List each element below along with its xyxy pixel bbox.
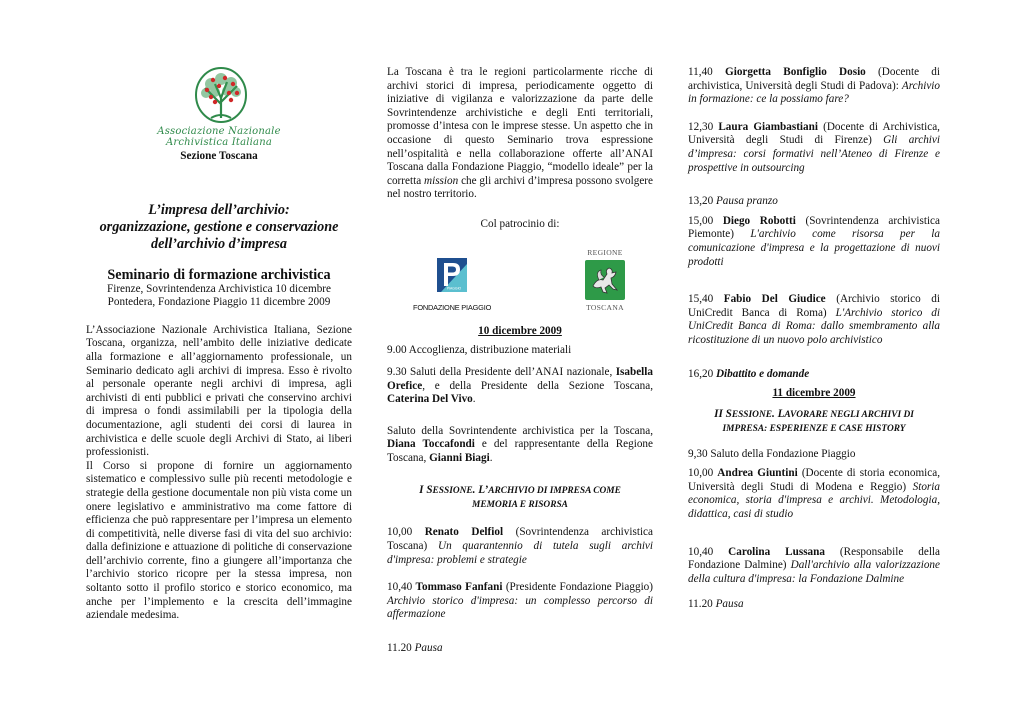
talk-title: Gli archivi d’impresa: corsi formativi nell’Ateneo di Firenze e prospettive in outsourcing (688, 134, 940, 174)
speaker-affiliation: (Docente di Archivistica, Università degli Studi di Firenze) (688, 120, 940, 147)
debate-label: Dibattito e domande (715, 367, 810, 380)
speaker-name: Renato Delfiol (424, 526, 504, 539)
speaker-name: Gianni Biagi (429, 451, 490, 464)
session-cap: . L’ (472, 484, 489, 497)
agenda-talk (688, 66, 940, 107)
pause-time: 11.20 (387, 642, 415, 655)
toscana-paragraph (387, 66, 653, 202)
agenda-greetings (387, 366, 653, 407)
intro-paragraph-1: L’Associazione Nazionale Archivistica Italiana, Sezione Toscana, organizza, nell’ambito delle iniziative dedicate alla formazione e all’aggiornamento professionale, un Seminario dedicato agli archivi di impresa. Esso è rivolto al personale operante negli archivi di impresa, agli archivisti di enti pubblici e privati che conservino archivi di impresa o fondi assimilabili per la tipologia della documentazione, agli studenti dei corsi di laurea in archivistica e delle scuole degli Archivi di Stato, ai liberi professionisti. (86, 323, 352, 459)
speaker-name: Diego Robotti (722, 214, 796, 227)
session-text: ESSIONE (731, 409, 772, 420)
speaker-name: Tommaso Fanfani (415, 581, 503, 594)
pause-time: 13,20 (688, 195, 716, 208)
session-1-heading (387, 483, 653, 512)
speaker-name: Diana Toccafondi (387, 438, 475, 451)
session-text: AVORARE NEGLI ARCHIVI DI (784, 409, 914, 420)
talk-time: 10,40 (688, 545, 729, 558)
talk-time: 15,40 (688, 293, 724, 306)
pause-label: Pausa (715, 598, 744, 611)
session-text: ESSIONE (432, 486, 473, 497)
agenda-talk (387, 581, 653, 622)
piaggio-label: FONDAZIONE PIAGGIO (413, 303, 492, 313)
intro-paragraph-2: Il Corso si propone di fornire un aggiornamento sistematico e complessivo sulle più recenti metodologie e strategie della gestione documentale non più vista come un onere legislativo e amministrativo ma come fattore di efficienza che può rappresentare per l’impresa un elemento di competitività, nelle diverse fasi di vita del suo archivio: dalla definizione e attuazione di politiche di conservazione dell’archivio corrente, fino a giungere all’importanza che l’archivio storico ricopre per la stessa impresa, non soltanto sotto il profilo storico e storico economico, ma anche per l’implemento e la crescita dell’immagine aziendale medesima. (86, 459, 352, 622)
agenda-pause (387, 642, 653, 656)
paragraph-text: che gli archivi d’impresa possono svolgere nel nostro territorio. (387, 174, 653, 201)
session-heading-line (688, 407, 940, 422)
agenda-text: e del rappresentante della Regione Toscana, (387, 438, 653, 464)
pause-label: Pausa (414, 642, 443, 655)
talk-title: L'Archivio storico di UniCredit Banca di Roma: dallo smembramento alla ricostituzione di un nuovo polo archivistico (688, 306, 940, 346)
agenda-text: . (489, 451, 493, 464)
agenda-text: Saluto della Sovrintendente archivistica per la Toscana, (387, 424, 653, 437)
talk-title: Dall'archivio alla valorizzazione della cultura d'impresa: la Fondazione Dalmine (688, 559, 940, 585)
seminar-title: Seminario di formazione archivistica (107, 266, 331, 283)
agenda-talk (688, 121, 940, 175)
title-line: L’impresa dell’archivio: (148, 201, 290, 218)
speaker-name: Caterina Del Vivo (387, 393, 473, 406)
section-name: Sezione Toscana (180, 150, 258, 162)
seminar-location-2: Pontedera, Fondazione Piaggio 11 dicembre 2009 (107, 296, 331, 309)
speaker-affiliation: (Presidente Fondazione Piaggio) (502, 581, 653, 594)
debate-time: 16,20 (688, 367, 716, 380)
speaker-affiliation: (Archivio storico di UniCredit Banca di Roma) (688, 293, 940, 319)
day-2-heading: 11 dicembre 2009 (772, 387, 856, 400)
talk-time: 15,00 (688, 214, 723, 227)
talk-time: 10,40 (387, 581, 416, 594)
title-line: organizzazione, gestione e conservazione (99, 218, 339, 235)
session-heading-line (387, 483, 653, 498)
regione-toscana-logo (585, 246, 625, 315)
tree-icon (193, 66, 249, 126)
middle-column (387, 66, 653, 656)
speaker-affiliation: (Sovrintendenza archivistica Toscana) (387, 526, 653, 553)
paragraph-italic: mission (424, 174, 459, 187)
talk-time: 12,30 (688, 120, 719, 133)
document-title (86, 202, 352, 253)
agenda-talk (688, 293, 940, 347)
speaker-affiliation: (Docente di archivistica, Università degli Studi di Padova): (688, 66, 941, 92)
svg-text:PIAGGIO: PIAGGIO (446, 286, 462, 291)
sponsor-logos (387, 246, 653, 315)
agenda-talk (688, 215, 940, 269)
left-column (86, 66, 352, 623)
day-1-heading: 10 dicembre 2009 (478, 324, 562, 337)
speaker-name: Laura Giambastiani (718, 120, 818, 133)
session-heading-line: IMPRESA: ESPERIENZE E CASE HISTORY (722, 423, 906, 434)
pause-time: 11.20 (688, 598, 716, 611)
talk-time: 10,00 (387, 526, 425, 539)
agenda-sovrintendente (387, 425, 653, 466)
speaker-name: Carolina Lussana (728, 545, 825, 558)
anai-logo (86, 66, 352, 164)
agenda-welcome: 9.00 Accoglienza, distribuzione materiali (387, 344, 572, 357)
talk-title: Archivio storico d'impresa: un complesso percorso di affermazione (387, 594, 653, 621)
speaker-name: Isabella Orefice (387, 365, 653, 392)
session-text: ARCHIVIO DI IMPRESA COME (488, 486, 621, 497)
agenda-debate (688, 368, 940, 382)
paragraph-text: La Toscana è tra le regioni particolarmente ricche di archivi storici di impresa, periodicamente oggetto di iniziative di vigilanza e valorizzazione da parte delle Sovrintendenze archivistiche e degli Enti territoriali, promosse d’intesa con le imprese stesse. Un aspetto che in occasione di questo Seminario trova espressione nell’ospitalità e nella collaborazione offerte all’ANAI Toscana dalla Fondazione Piaggio, “modello ideale” per la corretta (387, 66, 653, 187)
piaggio-p-icon (437, 258, 467, 292)
speaker-name: Giorgetta Bonfiglio Dosio (725, 66, 866, 78)
agenda-text: . (472, 393, 476, 406)
talk-time: 10,00 (688, 467, 718, 480)
anai-name-line2: Archivistica Italiana (165, 137, 273, 148)
agenda-text: 9.30 Saluti della Presidente dell’ANAI nazionale, (387, 365, 616, 378)
session-cap: II S (714, 407, 732, 420)
fondazione-piaggio-logo (413, 258, 491, 315)
agenda-greeting-piaggio: 9,30 Saluto della Fondazione Piaggio (688, 447, 856, 460)
toscana-label-bottom: TOSCANA (586, 303, 624, 313)
patronage-label: Col patrocinio di: (480, 217, 560, 230)
right-column (688, 66, 940, 612)
speaker-affiliation: (Sovrintendenza archivistica Piemonte) (688, 214, 940, 241)
talk-title: Un quarantennio di tutela sugli archivi d'impresa: problemi e strategie (387, 540, 653, 566)
agenda-pause (688, 598, 940, 612)
talk-time: 11,40 (688, 66, 726, 78)
talk-title: Storia economica, storia d'impresa e archivi. Metodologia, didattica, casi di studio (688, 480, 940, 521)
agenda-talk (688, 546, 940, 587)
anai-name-line1: Associazione Nazionale (157, 126, 281, 137)
agenda-text: , e della Presidente della Sezione Toscana, (422, 379, 653, 392)
speaker-name: Andrea Giuntini (717, 467, 798, 480)
session-cap: . L (771, 407, 785, 420)
speaker-name: Fabio Del Giudice (723, 293, 826, 306)
speaker-affiliation: (Responsabile della Fondazione Dalmine) (688, 545, 941, 572)
toscana-label-top: REGIONE (587, 247, 623, 257)
session-heading-line: MEMORIA E RISORSA (472, 500, 568, 511)
talk-title: L'archivio come risorsa per la comunicazione d'impresa e la progettazione di nuovi prodotti (688, 228, 940, 268)
speaker-affiliation: (Docente di storia economica, Università degli Studi di Modena e Reggio) (688, 467, 940, 493)
session-cap: I S (419, 484, 433, 497)
pause-label: Pausa pranzo (715, 195, 778, 208)
talk-title: Archivio in formazione: ce la possiamo fare? (688, 79, 940, 106)
seminar-location-1: Firenze, Sovrintendenza Archivistica 10 dicembre (107, 282, 331, 295)
agenda-lunch (688, 195, 940, 209)
title-line: dell’archivio d’impresa (151, 235, 287, 252)
session-2-heading (688, 407, 940, 436)
agenda-talk (387, 526, 653, 567)
pegasus-icon (585, 260, 625, 300)
agenda-talk (688, 467, 940, 521)
